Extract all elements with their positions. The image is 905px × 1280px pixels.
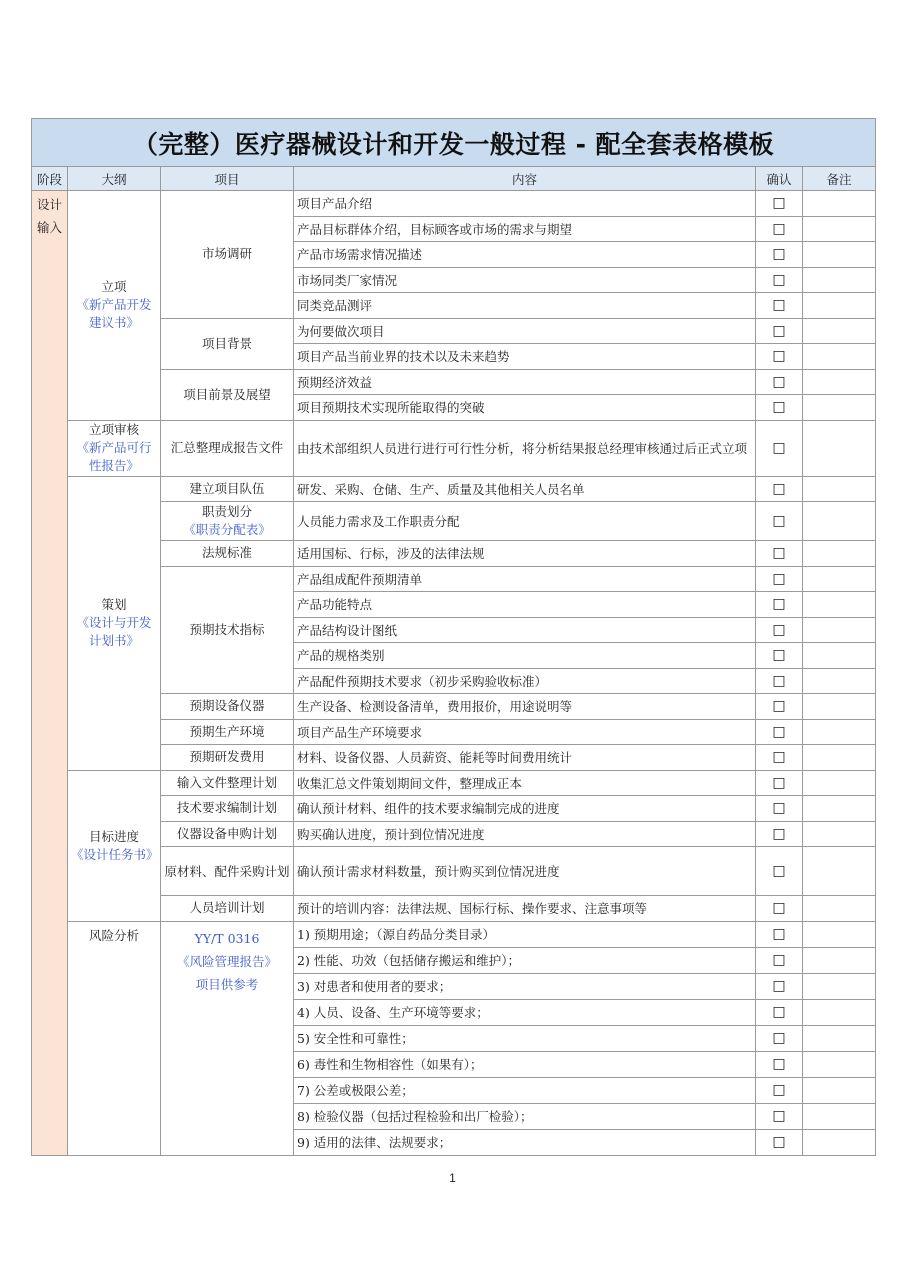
content-cell: 适用国标、行标，涉及的法律法规 — [294, 541, 756, 567]
content-cell: 为何要做次项目 — [294, 318, 756, 344]
header-note: 备注 — [803, 167, 876, 191]
outline-fengxian: 风险分析 — [68, 921, 161, 1155]
outline-doc: 《新产品开发建议书》 — [76, 297, 152, 331]
content-cell: 预计的培训内容：法律法规、国标行标、操作要求、注意事项等 — [294, 896, 756, 922]
confirm-checkbox[interactable]: □ — [756, 770, 803, 796]
content-cell: 生产设备、检测设备清单，费用报价，用途说明等 — [294, 694, 756, 720]
item-input-plan: 输入文件整理计划 — [161, 770, 294, 796]
item-regulations: 法规标准 — [161, 541, 294, 567]
confirm-checkbox[interactable]: □ — [756, 369, 803, 395]
note-cell[interactable] — [803, 369, 876, 395]
note-cell[interactable] — [803, 999, 876, 1025]
note-cell[interactable] — [803, 242, 876, 268]
content-cell: 项目产品当前业界的技术以及未来趋势 — [294, 344, 756, 370]
note-cell[interactable] — [803, 566, 876, 592]
confirm-checkbox[interactable]: □ — [756, 318, 803, 344]
note-cell[interactable] — [803, 476, 876, 502]
outline-doc: 《新产品可行性报告》 — [76, 440, 152, 473]
confirm-checkbox[interactable]: □ — [756, 344, 803, 370]
item-duties — [161, 502, 294, 541]
item-environment: 预期生产环境 — [161, 719, 294, 745]
note-cell[interactable] — [803, 770, 876, 796]
note-cell[interactable] — [803, 420, 876, 476]
content-cell: 预期经济效益 — [294, 369, 756, 395]
content-cell: 购买确认进度，预计到位情况进度 — [294, 821, 756, 847]
item-risk-ref — [161, 921, 294, 1155]
content-cell: 产品结构设计图纸 — [294, 617, 756, 643]
note-cell[interactable] — [803, 796, 876, 822]
content-cell: 材料、设备仪器、人员薪资、能耗等时间费用统计 — [294, 745, 756, 771]
confirm-checkbox[interactable]: □ — [756, 267, 803, 293]
note-cell[interactable] — [803, 1103, 876, 1129]
confirm-checkbox[interactable]: □ — [756, 476, 803, 502]
confirm-checkbox[interactable]: □ — [756, 668, 803, 694]
confirm-checkbox[interactable]: □ — [756, 796, 803, 822]
note-cell[interactable] — [803, 617, 876, 643]
note-cell[interactable] — [803, 293, 876, 319]
outline-shenhe — [68, 420, 161, 476]
item-market: 市场调研 — [161, 191, 294, 319]
content-cell: 产品功能特点 — [294, 592, 756, 618]
note-cell[interactable] — [803, 541, 876, 567]
content-cell: 同类竞品测评 — [294, 293, 756, 319]
content-cell: 确认预计材料、组件的技术要求编制完成的进度 — [294, 796, 756, 822]
note-cell[interactable] — [803, 1025, 876, 1051]
note-cell[interactable] — [803, 318, 876, 344]
item-tech-plan: 技术要求编制计划 — [161, 796, 294, 822]
note-cell[interactable] — [803, 668, 876, 694]
note-cell[interactable] — [803, 821, 876, 847]
confirm-checkbox[interactable]: □ — [756, 694, 803, 720]
item-duties-name: 职责划分 — [201, 504, 252, 519]
confirm-checkbox[interactable]: □ — [756, 947, 803, 973]
confirm-checkbox[interactable]: □ — [756, 592, 803, 618]
confirm-checkbox[interactable]: □ — [756, 973, 803, 999]
item-training-plan: 人员培训计划 — [161, 896, 294, 922]
note-cell[interactable] — [803, 643, 876, 669]
note-cell[interactable] — [803, 847, 876, 896]
note-cell[interactable] — [803, 694, 876, 720]
note-cell[interactable] — [803, 1051, 876, 1077]
confirm-checkbox[interactable]: □ — [756, 999, 803, 1025]
content-cell: 7) 公差或极限公差； — [294, 1077, 756, 1103]
content-cell: 产品组成配件预期清单 — [294, 566, 756, 592]
content-cell: 确认预计需求材料数量，预计购买到位情况进度 — [294, 847, 756, 896]
content-cell: 6) 毒性和生物相容性（如果有）； — [294, 1051, 756, 1077]
item-cost: 预期研发费用 — [161, 745, 294, 771]
confirm-checkbox[interactable]: □ — [756, 566, 803, 592]
item-equipment: 预期设备仪器 — [161, 694, 294, 720]
note-cell[interactable] — [803, 191, 876, 217]
note-cell[interactable] — [803, 745, 876, 771]
confirm-checkbox[interactable]: □ — [756, 617, 803, 643]
content-cell: 9) 适用的法律、法规要求； — [294, 1129, 756, 1155]
confirm-checkbox[interactable]: □ — [756, 821, 803, 847]
item-instrument-plan: 仪器设备申购计划 — [161, 821, 294, 847]
note-cell[interactable] — [803, 921, 876, 947]
outline-lixiang — [68, 191, 161, 421]
confirm-checkbox[interactable]: □ — [756, 847, 803, 896]
header-confirm: 确认 — [756, 167, 803, 191]
header-outline: 大纲 — [68, 167, 161, 191]
item-material-plan: 原材料、配件采购计划 — [161, 847, 294, 896]
stage-cell: 设计输入 — [32, 191, 68, 1156]
risk-doc: 《风险管理报告》 — [176, 953, 277, 969]
item-team: 建立项目队伍 — [161, 476, 294, 502]
note-cell[interactable] — [803, 592, 876, 618]
item-summary-report: 汇总整理成报告文件 — [161, 420, 294, 476]
confirm-checkbox[interactable]: □ — [756, 896, 803, 922]
process-table — [31, 118, 876, 1156]
content-cell: 收集汇总文件策划期间文件，整理成正本 — [294, 770, 756, 796]
outline-name: 立项审核 — [88, 422, 139, 437]
confirm-checkbox[interactable]: □ — [756, 216, 803, 242]
note-cell[interactable] — [803, 896, 876, 922]
confirm-checkbox[interactable]: □ — [756, 541, 803, 567]
note-cell[interactable] — [803, 267, 876, 293]
header-item: 项目 — [161, 167, 294, 191]
page-title: （完整）医疗器械设计和开发一般过程 - 配全套表格模板 — [32, 119, 876, 167]
item-background: 项目背景 — [161, 318, 294, 369]
note-cell[interactable] — [803, 719, 876, 745]
content-cell: 产品目标群体介绍，目标顾客或市场的需求与期望 — [294, 216, 756, 242]
confirm-checkbox[interactable]: □ — [756, 1051, 803, 1077]
confirm-checkbox[interactable]: □ — [756, 643, 803, 669]
confirm-checkbox[interactable]: □ — [756, 1103, 803, 1129]
confirm-checkbox[interactable]: □ — [756, 191, 803, 217]
content-cell: 项目产品生产环境要求 — [294, 719, 756, 745]
confirm-checkbox[interactable]: □ — [756, 242, 803, 268]
outline-mubiao — [68, 770, 161, 921]
confirm-checkbox[interactable]: □ — [756, 1077, 803, 1103]
content-cell: 4) 人员、设备、生产环境等要求； — [294, 999, 756, 1025]
confirm-checkbox[interactable]: □ — [756, 420, 803, 476]
content-cell: 1) 预期用途；（源自药品分类目录） — [294, 921, 756, 947]
content-cell: 产品市场需求情况描述 — [294, 242, 756, 268]
confirm-checkbox[interactable]: □ — [756, 502, 803, 541]
content-cell: 产品的规格类别 — [294, 643, 756, 669]
outline-name: 目标进度 — [88, 828, 139, 844]
risk-standard: YY/T 0316 — [194, 930, 260, 946]
confirm-checkbox[interactable]: □ — [756, 1025, 803, 1051]
content-cell: 项目预期技术实现所能取得的突破 — [294, 395, 756, 421]
note-cell[interactable] — [803, 395, 876, 421]
header-row — [32, 167, 876, 191]
item-tech-index: 预期技术指标 — [161, 566, 294, 694]
outline-name: 立项 — [101, 279, 127, 295]
content-cell: 项目产品介绍 — [294, 191, 756, 217]
content-cell: 2) 性能、功效（包括储存搬运和维护）； — [294, 947, 756, 973]
confirm-checkbox[interactable]: □ — [756, 395, 803, 421]
note-cell[interactable] — [803, 344, 876, 370]
content-cell: 人员能力需求及工作职责分配 — [294, 502, 756, 541]
outline-name: 策划 — [101, 597, 127, 612]
page-number: 1 — [449, 1171, 456, 1185]
content-cell: 由技术部组织人员进行进行可行性分析，将分析结果报总经理审核通过后正式立项 — [294, 420, 756, 476]
confirm-checkbox[interactable]: □ — [756, 1129, 803, 1155]
note-cell[interactable] — [803, 1077, 876, 1103]
item-outlook: 项目前景及展望 — [161, 369, 294, 420]
note-cell[interactable] — [803, 973, 876, 999]
content-cell: 研发、采购、仓储、生产、质量及其他相关人员名单 — [294, 476, 756, 502]
note-cell[interactable] — [803, 502, 876, 541]
risk-note: 项目供参考 — [195, 976, 259, 992]
content-cell: 产品配件预期技术要求（初步采购验收标准） — [294, 668, 756, 694]
outline-doc: 《设计任务书》 — [71, 846, 159, 862]
outline-cehua — [68, 476, 161, 770]
note-cell[interactable] — [803, 216, 876, 242]
content-cell: 市场同类厂家情况 — [294, 267, 756, 293]
note-cell[interactable] — [803, 1129, 876, 1155]
confirm-checkbox[interactable]: □ — [756, 921, 803, 947]
header-content: 内容 — [294, 167, 756, 191]
content-cell: 8) 检验仪器（包括过程检验和出厂检验）； — [294, 1103, 756, 1129]
outline-doc: 《设计与开发计划书》 — [76, 615, 152, 648]
confirm-checkbox[interactable]: □ — [756, 293, 803, 319]
item-duties-doc: 《职责分配表》 — [183, 522, 271, 537]
note-cell[interactable] — [803, 947, 876, 973]
header-stage: 阶段 — [32, 167, 68, 191]
content-cell: 5) 安全性和可靠性； — [294, 1025, 756, 1051]
content-cell: 3) 对患者和使用者的要求； — [294, 973, 756, 999]
confirm-checkbox[interactable]: □ — [756, 719, 803, 745]
confirm-checkbox[interactable]: □ — [756, 745, 803, 771]
